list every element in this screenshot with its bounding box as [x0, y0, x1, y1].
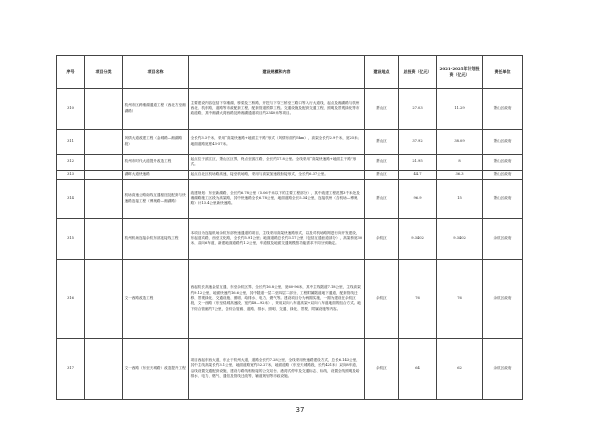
- cell-content: 本项目为连接机场余杭东部快速通道的项目，主线采用高架快速路形式，以及对机场路网进行向开发建设，东起迎宾路，西至文化路，全长约5.91公里；地面道路总长约3.17公里（包括互通匝道部分），高架桥宽30米、双向6车道，新建地面道路约1.2公里，车道数及地面交通规模按功能需求不同分别确定。: [189, 218, 365, 259]
- cell-location: 萧山区: [365, 154, 399, 170]
- cell-no: 313: [57, 170, 85, 179]
- header-category: 项目分类: [85, 56, 123, 89]
- cell-category: [85, 88, 123, 129]
- header-location: 建设地点: [365, 56, 399, 89]
- cell-no: 315: [57, 218, 85, 259]
- cell-plan-investment: 15: [437, 179, 483, 218]
- table-row: [57, 179, 523, 218]
- header-project-name: 项目名称: [123, 56, 189, 89]
- table-row: [57, 129, 523, 154]
- cell-location: 萧山区: [365, 179, 399, 218]
- header-plan-investment: 2021-2025年计划投资（亿元）: [437, 56, 483, 89]
- page-number: 37: [295, 406, 305, 414]
- header-responsible-unit: 责任单位: [483, 56, 523, 89]
- cell-total-investment: 21.95: [399, 154, 437, 170]
- table-row: [57, 218, 523, 259]
- cell-responsible-unit: 余杭区政府: [483, 218, 523, 259]
- cell-category: [85, 259, 123, 338]
- header-total-investment: 总投资（亿元）: [399, 56, 437, 89]
- cell-category: [85, 218, 123, 259]
- table-row: [57, 338, 523, 399]
- cell-total-investment: 44.7: [399, 170, 437, 179]
- cell-responsible-unit: 萧山区政府: [483, 170, 523, 179]
- cell-plan-investment: 8: [437, 154, 483, 170]
- cell-content: 主要建设内容包括下穿湘湖，桥梁及三桥路，开挖与下穿三桥至三路口等入行大道线，起点及湘湖路与杭州西北、杭东路，道路等市政配套工程，配套管道预算工程。交通设施及配套交通工程，照明及景观绿化等市政道路，其中湘湖大湾西路及跨湘湖通道项目约2340米等项目。: [189, 88, 365, 129]
- cell-no: 310: [57, 88, 85, 129]
- cell-content: 起点位于滨江区，萧山区区界，终点至滨江路，全长约17.8公里。全线采用“高架快速路+地面主干路”形式。: [189, 154, 365, 170]
- cell-project-name: 杭州机场连接余杭东部连接线工程: [123, 218, 189, 259]
- cell-project-name: 杭州市时代大道提升改造工程: [123, 154, 189, 170]
- table-row: [57, 170, 523, 179]
- cell-location: 萧山区: [365, 129, 399, 154]
- cell-content: 项目西起东西大道，东止于杭州大道，道路全长约7.28公里，全线采用快速路建设方式，总长6.143公里，其中主线高架长约3.1公里，地面道路宽约52.27米，地面道路（东至天城路段，长约421米）双向8车道，沿线设置交通配套设施，建设与路线相衔接的公交站台、港湾式停车及交通标志、标线，设置全线照明及给排水、电力、燃气、通信及管线迁改等，辅道规划等市政设施。: [189, 338, 365, 399]
- cell-location: 萧山区: [365, 170, 399, 179]
- project-table: [56, 55, 523, 400]
- cell-plan-investment: 36.3: [437, 170, 483, 179]
- cell-responsible-unit: 余杭区政府: [483, 338, 523, 399]
- cell-content: 改建规划：东至新湖路，全长约6.78公里（5.06千米以下的主要工程部分），其中改建工程范围3千米处及湘湖路施工区段为高架路，其中快速路全长6.78公里，地面道路全长5.34公里，连接杭州（含机场—博奥路）计13.4公里新快速路。: [189, 179, 365, 218]
- cell-project-name: 湖畔大道快速路: [123, 170, 189, 179]
- cell-no: 317: [57, 338, 85, 399]
- cell-project-name: 杭州市区跨湘湖通道工程（西北方至湘湖路）: [123, 88, 189, 129]
- cell-category: [85, 154, 123, 170]
- cell-plan-investment: 11.29: [437, 88, 483, 129]
- cell-category: [85, 129, 123, 154]
- cell-category: [85, 170, 123, 179]
- cell-plan-investment: 38.09: [437, 129, 483, 154]
- cell-total-investment: 37.92: [399, 129, 437, 154]
- cell-content: 全长约3.3千米，采用“高架快速路+地面主干路”形式（风情东面约5km），高架全长约2.9千米，宽25米；地面道路宽度43-57米。: [189, 129, 365, 154]
- cell-responsible-unit: 萧山区政府: [483, 154, 523, 170]
- cell-content: 西起杭长高速金星互通，东至余杭区界，全长约16.8公里，宽60-96米，其中主线隧道7.18公里，主线高架约9.12公里，地面快速约16.6公里，其中隧道一层二至四层二部分，工程附属隧道地下通道，配套管线迁移、景观绿化、交通设施、照明、给排水、电力、燃气等。建设项目分为两期实施，一期为建设在余杭区段，文一西路（东至绕城高速段、宽约48—92米），采用双向八车道高架+双向八车道地面的组合方式。地下综合管廊约7公里，含综合管廊、道路、排水、照明、交通、绿化、景观、附属设施等内容。: [189, 259, 365, 338]
- cell-responsible-unit: 余杭区政府: [483, 259, 523, 338]
- cell-no: 311: [57, 129, 85, 154]
- cell-category: [85, 179, 123, 218]
- cell-total-investment: 27.03: [399, 88, 437, 129]
- table-row: [57, 154, 523, 170]
- cell-no: 316: [57, 259, 85, 338]
- cell-project-name: 风情大道改建工程（金城路—湘湖路段）: [123, 129, 189, 154]
- cell-category: [85, 338, 123, 399]
- header-content: 建设规模和内容: [189, 56, 365, 89]
- cell-responsible-unit: 萧山区政府: [483, 129, 523, 154]
- cell-total-investment: 96.9: [399, 179, 437, 218]
- cell-content: 起点自北区机场路高速，接至机场路，采用与高架加速段衔接形式，全长约6.37公里。: [189, 170, 365, 179]
- header-no: 序号: [57, 56, 85, 89]
- cell-location: 萧山区: [365, 88, 399, 129]
- table-row: [57, 88, 523, 129]
- cell-project-name: 机场高速公路南线互通枢纽及配套与快速路连接工程（博奥路—湘湖路）: [123, 179, 189, 218]
- cell-plan-investment: 62: [437, 338, 483, 399]
- cell-location: 余杭区: [365, 259, 399, 338]
- cell-project-name: 文一西路改造工程: [123, 259, 189, 338]
- cell-total-investment: 76: [399, 259, 437, 338]
- cell-total-investment: 64: [399, 338, 437, 399]
- cell-no: 314: [57, 179, 85, 218]
- cell-responsible-unit: 萧山区政府: [483, 179, 523, 218]
- cell-location: 余杭区: [365, 338, 399, 399]
- table-header-row: [57, 56, 523, 89]
- cell-plan-investment: 9.3402: [437, 218, 483, 259]
- cell-total-investment: 9.3402: [399, 218, 437, 259]
- cell-responsible-unit: 萧山区政府: [483, 88, 523, 129]
- cell-location: 余杭区: [365, 218, 399, 259]
- cell-project-name: 文一西路（东至天城路）改造提升工程: [123, 338, 189, 399]
- cell-no: 312: [57, 154, 85, 170]
- table-row: [57, 259, 523, 338]
- cell-plan-investment: 76: [437, 259, 483, 338]
